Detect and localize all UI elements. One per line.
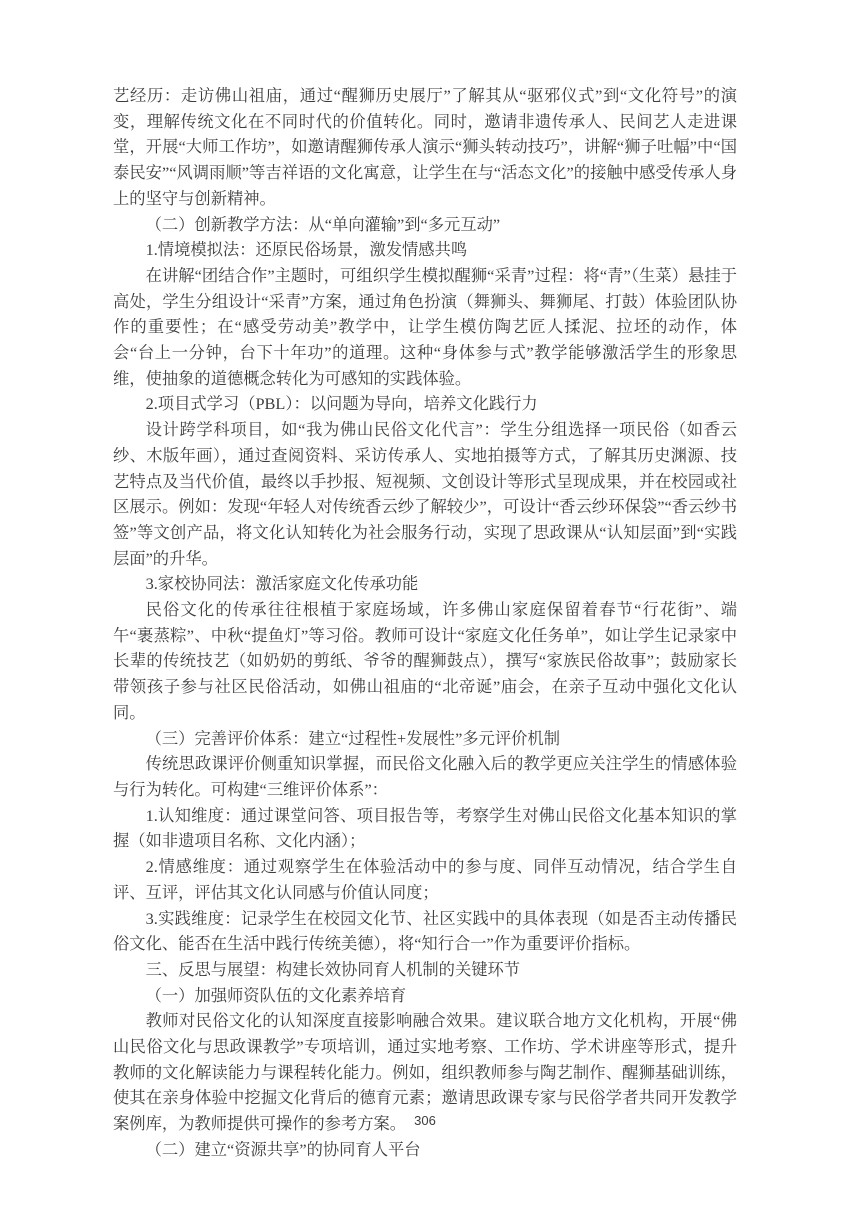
paragraph-section-heading: 三、反思与展望：构建长效协同育人机制的关键环节 [145, 959, 521, 979]
paragraph-subheading-1: 1.情境模拟法：还原民俗场景，激发情感共鸣 [145, 240, 468, 260]
page-footer [0, 1113, 850, 1128]
paragraph: 传统思政课评价侧重知识掌握，而民俗文化融入后的教学更应关注学生的情感体验与行为转化。可构建“三维评价体系”： [113, 754, 737, 799]
paragraph-subheading-2: 2.项目式学习（PBL）：以问题为导向，培养文化践行力 [145, 394, 538, 414]
paragraph-heading-2b: （二）建立“资源共享”的协同育人平台 [145, 1139, 421, 1159]
paragraph-heading-3: （三）完善评价体系：建立“过程性+发展性”多元评价机制 [145, 728, 560, 748]
paragraph: 设计跨学科项目，如“我为佛山民俗文化代言”：学生分组选择一项民俗（如香云纱、木版年画），通过查阅资料、采访传承人、实地拍摄等方式，了解其历史渊源、技艺特点及当代价值，最终以手抄报、短视频、文创设计等形式呈现成果，并在校园或社区展示。例如：发现“年轻人对传统香云纱了解较少”，可设计“香云纱环保袋”“香云纱书签”等文创产品，将文化认知转化为社会服务行动，实现了思政课从“认知层面”到“实践层面”的升华。 [113, 420, 737, 568]
document-body [113, 83, 737, 1163]
paragraph: 在讲解“团结合作”主题时，可组织学生模拟醒狮“采青”过程：将“青”（生菜）悬挂于高处，学生分组设计“采青”方案，通过角色扮演（舞狮头、舞狮尾、打鼓）体验团队协作的重要性；在“感受劳动美”教学中，让学生模仿陶艺匠人揉泥、拉坯的动作，体会“台上一分钟，台下十年功”的道理。这种“身体参与式”教学能够激活学生的形象思维，使抽象的道德概念转化为可感知的实践体验。 [113, 265, 737, 388]
paragraph-heading-1: （一）加强师资队伍的文化素养培育 [145, 985, 407, 1005]
paragraph: 艺经历：走访佛山祖庙，通过“醒狮历史展厅”了解其从“驱邪仪式”到“文化符号”的演变，理解传统文化在不同时代的价值转化。同时，邀请非遗传承人、民间艺人走进课堂，开展“大师工作坊”，如邀请醒狮传承人演示“狮头转动技巧”，讲解“狮子吐幅”中“国泰民安”“风调雨顺”等吉祥语的文化寓意，让学生在与“活态文化”的接触中感受传承人身上的坚守与创新精神。 [113, 86, 737, 208]
paragraph: 民俗文化的传承往往根植于家庭场域，许多佛山家庭保留着春节“行花街”、端午“裹蒸粽”、中秋“提鱼灯”等习俗。教师可设计“家庭文化任务单”，如让学生记录家中长辈的传统技艺（如奶奶的剪纸、爷爷的醒狮鼓点），撰写“家族民俗故事”；鼓励家长带领孩子参与社区民俗活动，如佛山祖庙的“北帝诞”庙会，在亲子互动中强化文化认同。 [113, 600, 737, 722]
paragraph-list-item-2: 2.情感维度：通过观察学生在体验活动中的参与度、同伴互动情况，结合学生自评、互评，评估其文化认同感与价值认同度； [113, 857, 737, 902]
paragraph-heading-2: （二）创新教学方法：从“单向灌输”到“多元互动” [145, 214, 501, 234]
paragraph-list-item-3: 3.实践维度：记录学生在校园文化节、社区实践中的具体表现（如是否主动传播民俗文化、能否在生活中践行传统美德），将“知行合一”作为重要评价指标。 [113, 908, 737, 954]
page-number: 306 [414, 1113, 436, 1128]
paragraph-subheading-3: 3.家校协同法：激活家庭文化传承功能 [145, 574, 419, 594]
paragraph: 教师对民俗文化的认知深度直接影响融合效果。建议联合地方文化机构，开展“佛山民俗文化与思政课教学”专项培训，通过实地考察、工作坊、学术讲座等形式，提升教师的文化解读能力与课程转化能力。例如，组织教师参与陶艺制作、醒狮基础训练，使其在亲身体验中挖掘文化背后的德育元素；邀请思政课专家与民俗学者共同开发教学案例库，为教师提供可操作的参考方案。 [113, 1011, 737, 1134]
paragraph-list-item-1: 1.认知维度：通过课堂问答、项目报告等，考察学生对佛山民俗文化基本知识的掌握（如非遗项目名称、文化内涵）； [113, 805, 737, 851]
